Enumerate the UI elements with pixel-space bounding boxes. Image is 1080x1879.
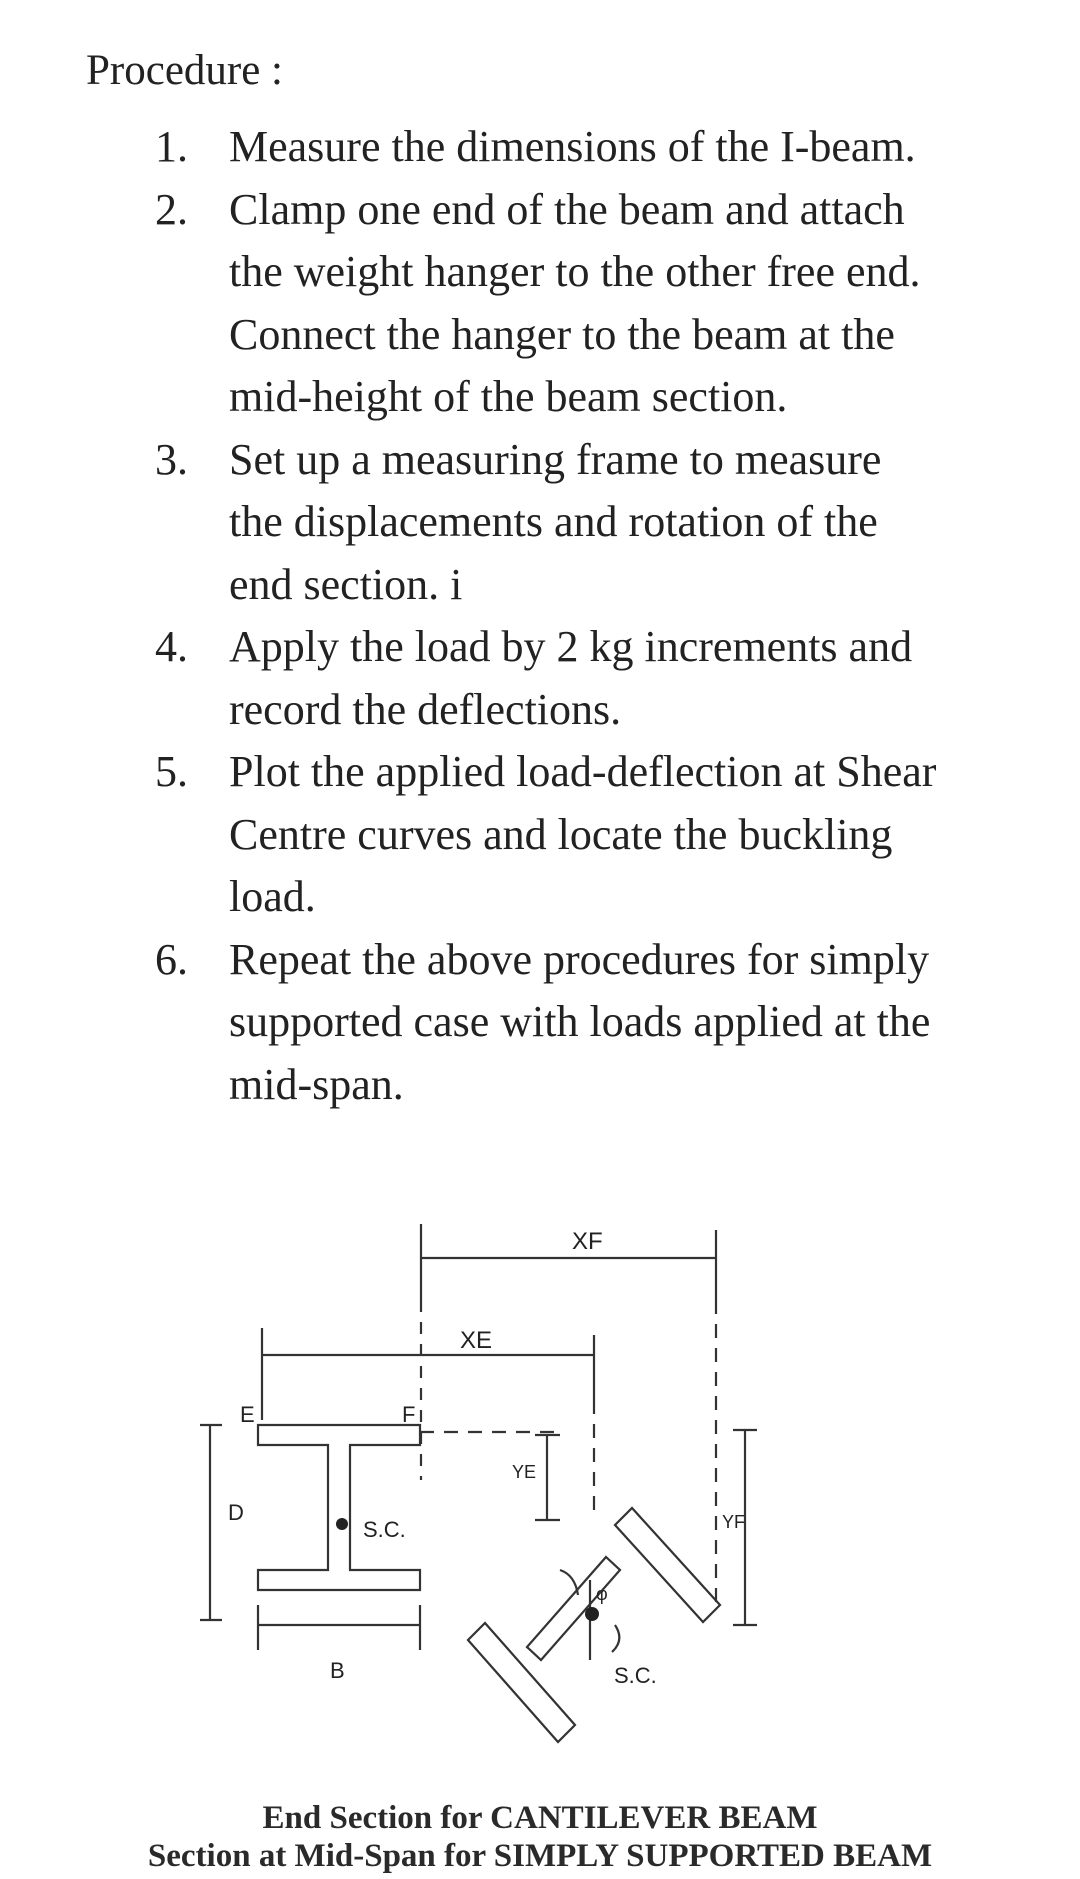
step-item (0, 929, 1080, 1117)
label-ye: YE (512, 1462, 537, 1482)
procedure-steps (0, 116, 1080, 1116)
step-item (0, 616, 1080, 741)
step-text: Clamp one end of the beam and attach the weight hanger to the other free end. Connect the hanger to the beam at the mid-height of the beam section. (229, 184, 921, 421)
step-number: 3. (155, 434, 188, 484)
label-sc-right: S.C. (614, 1663, 657, 1688)
label-d: D (228, 1500, 244, 1525)
shear-centre-dot-right (585, 1607, 599, 1621)
rotated-top-flange (615, 1508, 720, 1622)
i-beam-undeformed (258, 1425, 420, 1590)
rotated-web (527, 1557, 620, 1660)
step-text: Measure the dimensions of the I-beam. (229, 122, 916, 171)
label-e: E (240, 1402, 255, 1427)
step-text: Apply the load by 2 kg increments and record the deflections. (229, 622, 913, 734)
label-b: B (330, 1658, 345, 1683)
rotation-arc-right (612, 1625, 619, 1652)
label-sc-left: S.C. (363, 1517, 406, 1542)
beam-section-diagram (0, 1200, 1080, 1800)
caption-line-2: Section at Mid-Span for SIMPLY SUPPORTED BEAM (147, 1838, 933, 1874)
step-item (0, 741, 1080, 929)
procedure-heading: Procedure : (86, 47, 284, 94)
label-xf: XF (572, 1228, 603, 1255)
step-number: 4. (155, 622, 188, 671)
label-yf: YF (722, 1512, 746, 1532)
step-text: Set up a measuring frame to measure the displacements and rotation of the end section. i (229, 434, 882, 609)
shear-centre-dot-left (336, 1518, 348, 1530)
step-number: 5. (155, 747, 188, 796)
label-phi: φ (596, 1584, 608, 1604)
step-number: 2. (155, 184, 188, 234)
caption-line-1: End Section for CANTILEVER BEAM (262, 1800, 818, 1836)
step-number: 6. (155, 934, 188, 984)
step-text: Plot the applied load-deflection at Shear Centre curves and locate the buckling load. (229, 747, 937, 921)
label-xe: XE (460, 1327, 493, 1354)
step-number: 1. (155, 122, 188, 171)
step-item (0, 116, 1080, 179)
label-f: F (402, 1402, 416, 1427)
step-item (0, 429, 1080, 617)
step-text: Repeat the above procedures for simply supported case with loads applied at the mid-span. (229, 934, 931, 1109)
step-item (0, 179, 1080, 429)
